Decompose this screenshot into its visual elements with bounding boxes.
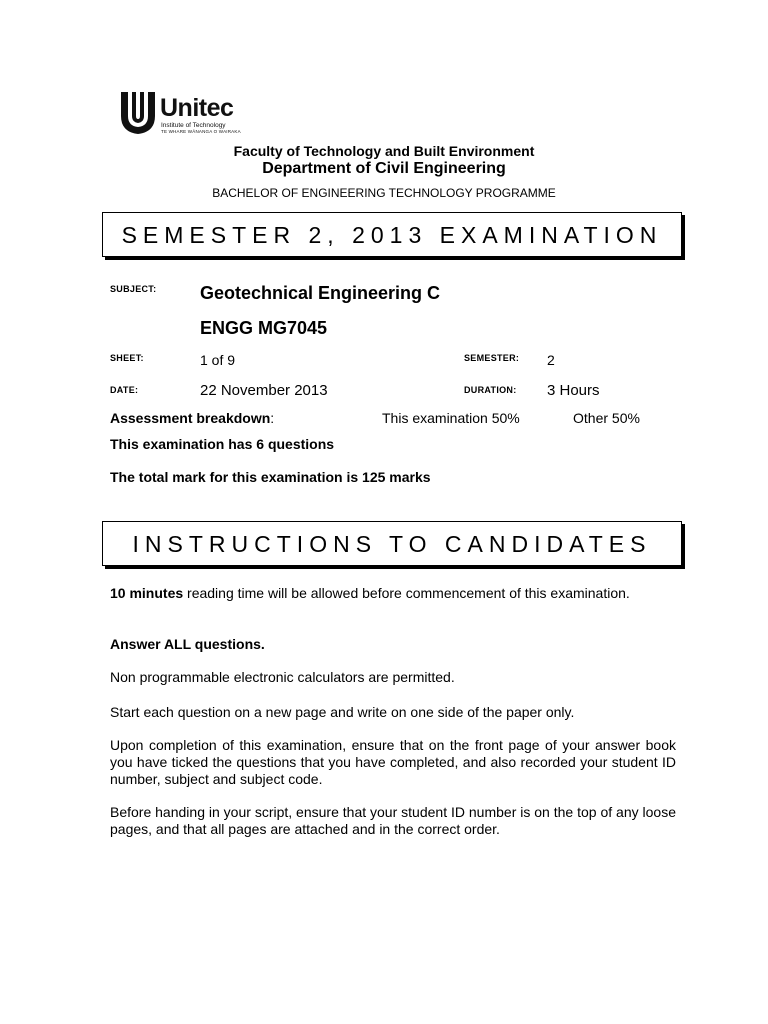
duration-label: DURATION: [464,385,517,395]
instructions-banner: INSTRUCTIONS TO CANDIDATES [102,521,682,566]
semester-value: 2 [547,352,555,368]
question-count: This examination has 6 questions [110,436,335,452]
instruction-start-each: Start each question on a new page and write on one side of the paper only. [110,704,575,720]
duration-value: 3 Hours [547,382,600,399]
assessment-label-text: Assessment breakdown [110,410,271,426]
reading-time-emphasis: 10 minutes [110,585,184,601]
programme-name: BACHELOR OF ENGINEERING TECHNOLOGY PROGRAMME [212,186,556,200]
logo-wordmark: Unitec [160,94,234,122]
unitec-logo [118,88,248,138]
subject-label: SUBJECT: [110,284,157,294]
logo-subtitle: Institute of Technology [161,122,226,129]
logo-tagline: TE WHARE WĀNANGA O WAIRAKA [161,129,241,134]
subject-name: Geotechnical Engineering C [200,283,441,303]
department-name: Department of Civil Engineering [262,160,506,177]
faculty-name: Faculty of Technology and Built Environment [233,143,535,159]
instruction-upon-completion: Upon completion of this examination, ensure that on the front page of your answer book you have ticked the questions that you have completed, and also recorded your student ID number, subject and subject code. [110,737,676,787]
date-value: 22 November 2013 [200,382,328,399]
exam-title-banner: SEMESTER 2, 2013 EXAMINATION [102,212,682,257]
unitec-emblem-icon [118,90,158,136]
date-label: DATE: [110,385,139,395]
assessment-exam-weight: This examination 50% [382,410,520,426]
sheet-label: SHEET: [110,353,144,363]
semester-label: SEMESTER: [464,353,520,363]
instruction-answer-all: Answer ALL questions. [110,636,265,652]
assessment-breakdown-label [110,410,274,426]
assessment-other-weight: Other 50% [573,410,640,426]
course-code: ENGG MG7045 [200,318,328,338]
total-mark: The total mark for this examination is 125 marks [110,469,431,485]
instruction-calculators: Non programmable electronic calculators are permitted. [110,669,455,685]
reading-time-text: reading time will be allowed before commencement of this examination. [183,585,630,601]
instruction-before-handing: Before handing in your script, ensure that your student ID number is on the top of any loose pages, and that all pages are attached and in the correct order. [110,804,676,837]
assessment-label-colon: : [270,410,275,426]
instruction-reading-time [110,585,676,602]
sheet-value: 1 of 9 [200,352,236,368]
